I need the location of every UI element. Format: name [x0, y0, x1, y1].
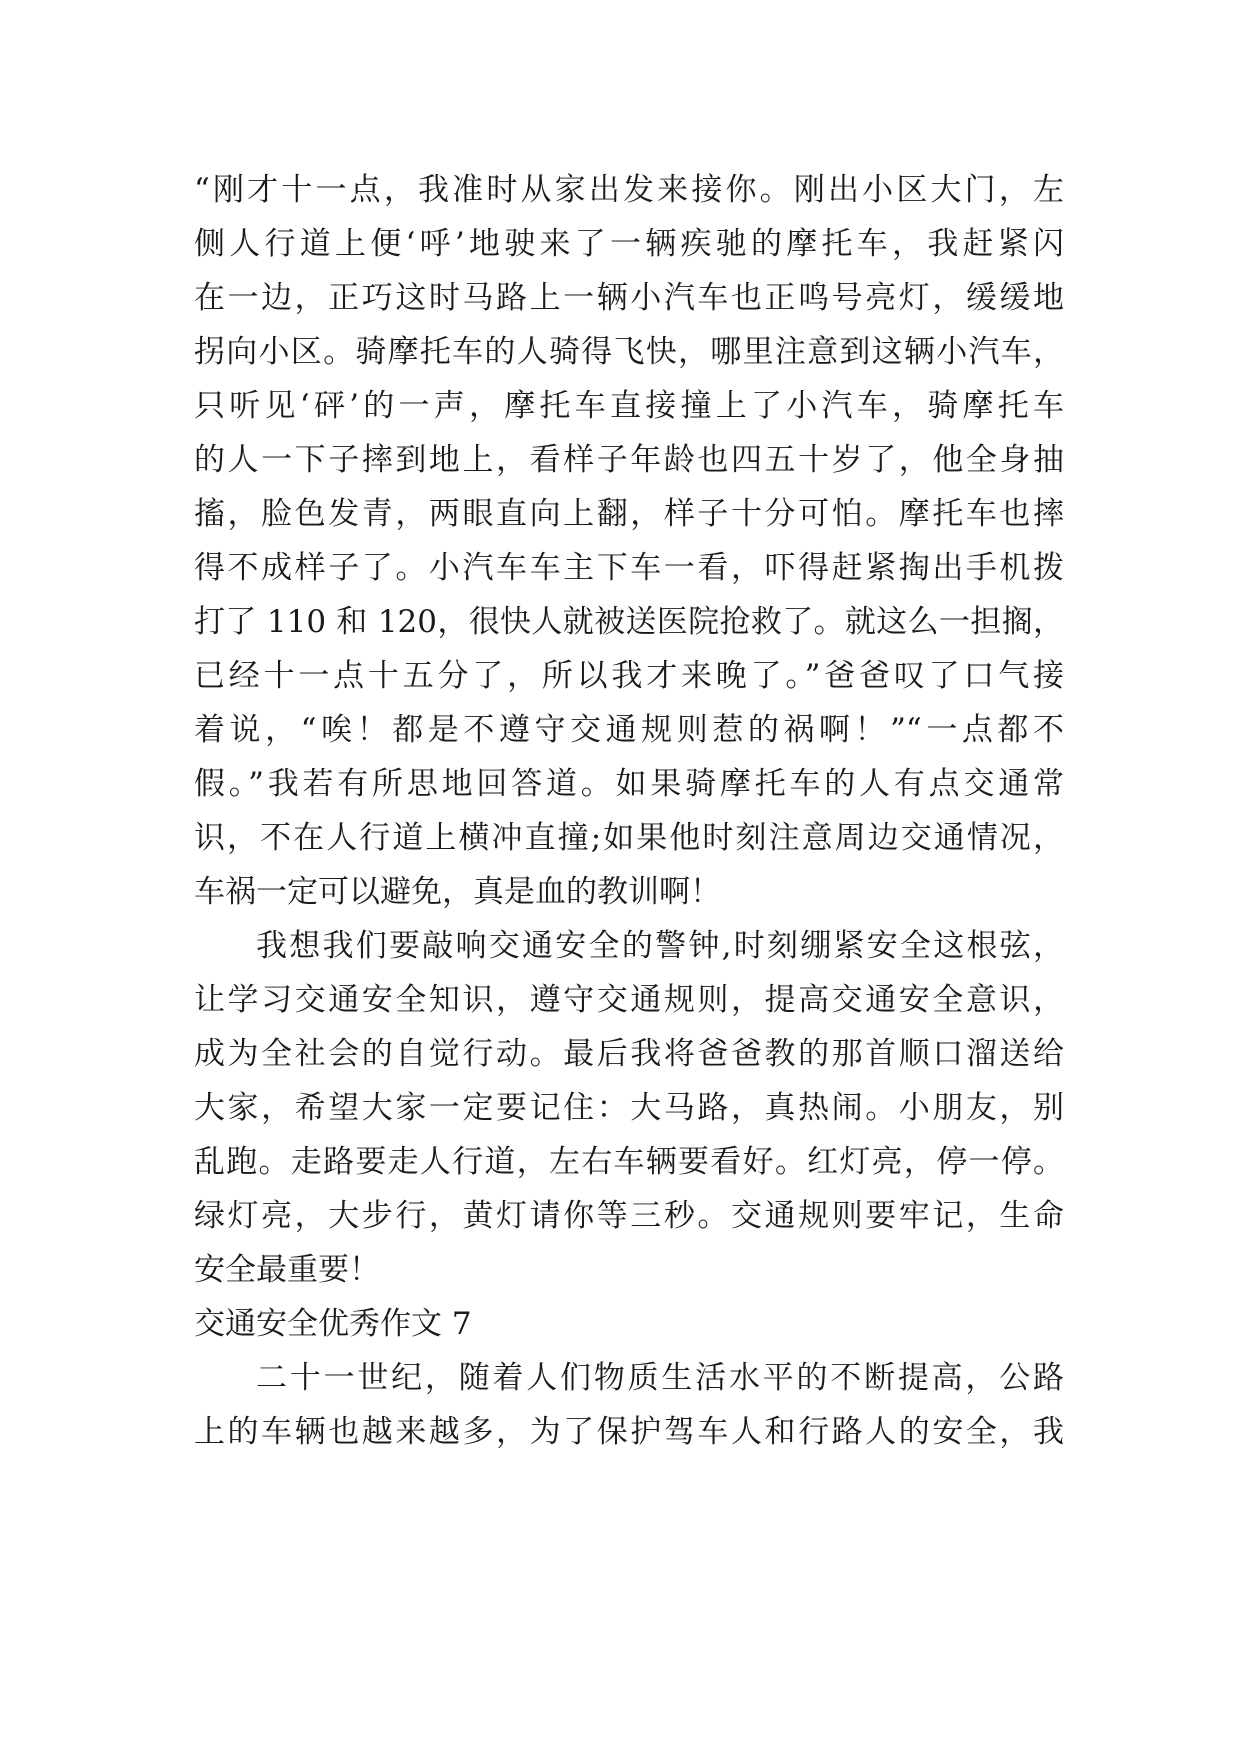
paragraph-3: [194, 1351, 1064, 1459]
text-line: 安全最重要！: [194, 1252, 380, 1288]
text-line: 打了 110 和 120，很快人就被送医院抢救了。就这么一担搁，: [194, 604, 1064, 640]
text-line: 乱跑。走路要走人行道，左右车辆要看好。红灯亮，停一停。: [194, 1144, 1064, 1180]
text-line: 车祸一定可以避免，真是血的教训啊！: [194, 874, 721, 910]
text-line: 我想我们要敲响交通安全的警钟,时刻绷紧安全这根弦，: [256, 928, 1064, 964]
text-line: 成为全社会的自觉行动。最后我将爸爸教的那首顺口溜送给: [194, 1036, 1064, 1072]
text-line: 在一边，正巧这时马路上一辆小汽车也正鸣号亮灯，缓缓地: [194, 280, 1064, 316]
text-line: 识，不在人行道上横冲直撞;如果他时刻注意周边交通情况，: [194, 820, 1064, 856]
section-heading: 交通安全优秀作文 7: [194, 1306, 472, 1342]
text-line: 着说，“唉！都是不遵守交通规则惹的祸啊！”“一点都不: [194, 712, 1064, 748]
text-line: 让学习交通安全知识，遵守交通规则，提高交通安全意识，: [194, 982, 1064, 1018]
text-line: 只听见‘砰’的一声，摩托车直接撞上了小汽车，骑摩托车: [194, 388, 1064, 424]
text-line: 绿灯亮，大步行，黄灯请你等三秒。交通规则要牢记，生命: [194, 1198, 1064, 1234]
text-line: 假。”我若有所思地回答道。如果骑摩托车的人有点交通常: [194, 766, 1064, 802]
text-line: 搐，脸色发青，两眼直向上翻，样子十分可怕。摩托车也摔: [194, 496, 1064, 532]
text-line: 侧人行道上便‘呼’地驶来了一辆疾驰的摩托车，我赶紧闪: [194, 226, 1064, 262]
text-line: 已经十一点十五分了，所以我才来晚了。”爸爸叹了口气接: [194, 658, 1064, 694]
text-line: 得不成样子了。小汽车车主下车一看，吓得赶紧掏出手机拨: [194, 550, 1064, 586]
text-line: 拐向小区。骑摩托车的人骑得飞快，哪里注意到这辆小汽车，: [194, 334, 1064, 370]
text-line: 大家，希望大家一定要记住：大马路，真热闹。小朋友，别: [194, 1090, 1064, 1126]
text-line: 的人一下子摔到地上，看样子年龄也四五十岁了，他全身抽: [194, 442, 1064, 478]
text-line: “刚才十一点，我准时从家出发来接你。刚出小区大门，左: [194, 172, 1064, 208]
text-line: 二十一世纪，随着人们物质生活水平的不断提高，公路: [256, 1360, 1064, 1396]
paragraph-1: [194, 163, 1064, 919]
text-line: 上的车辆也越来越多，为了保护驾车人和行路人的安全，我: [194, 1414, 1064, 1450]
document-body: [194, 163, 1064, 1459]
paragraph-2: [194, 919, 1064, 1297]
